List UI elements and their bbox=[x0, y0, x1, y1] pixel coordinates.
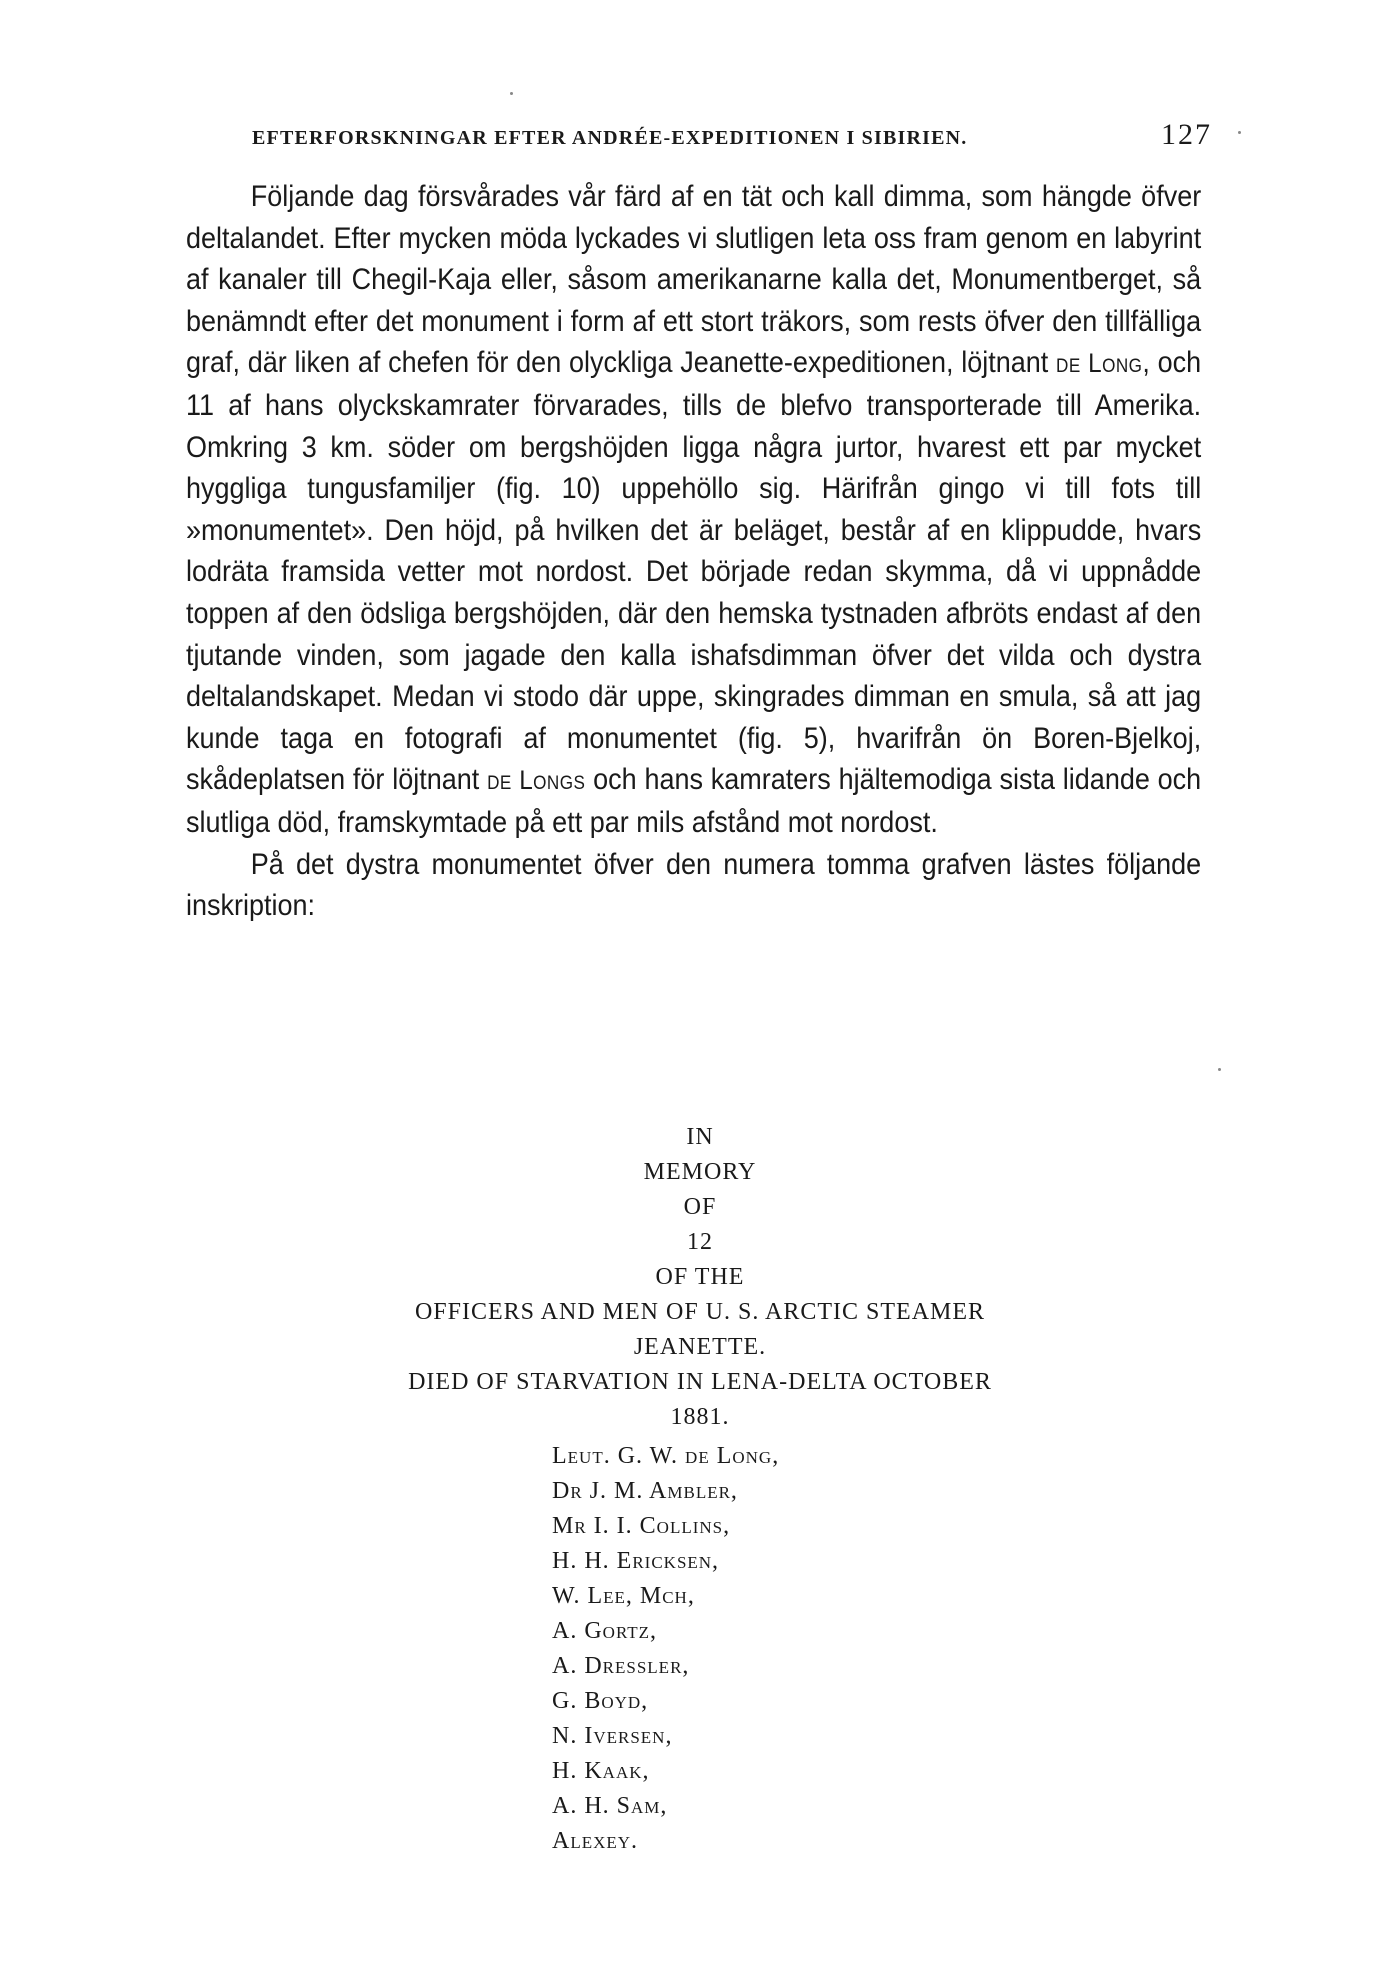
inscription-line: OFFICERS AND MEN OF U. S. ARCTIC STEAMER bbox=[414, 1299, 986, 1325]
name-item: A. Gortz, bbox=[552, 1618, 658, 1644]
inscription-line: OF THE bbox=[655, 1264, 745, 1290]
inscription-line: 12 bbox=[687, 1229, 713, 1255]
inscription bbox=[200, 1120, 1200, 1435]
name-item: G. Boyd, bbox=[552, 1688, 649, 1714]
names-list bbox=[552, 1439, 779, 1859]
paragraph-2: På det dystra monumentet öfver den numera tomma grafven lästes följande inskription: bbox=[186, 847, 1202, 923]
body-text bbox=[186, 176, 1201, 927]
paragraph-1 bbox=[186, 176, 1201, 844]
name-item: H. H. Ericksen, bbox=[552, 1548, 720, 1574]
name-item: A. H. Sam, bbox=[552, 1793, 668, 1819]
page-number: 127 bbox=[1161, 118, 1212, 151]
inscription-line: MEMORY bbox=[643, 1159, 757, 1185]
scan-speck bbox=[510, 92, 513, 95]
name-item: Leut. G. W. de Long, bbox=[552, 1443, 780, 1469]
name-de-long-2: de Longs bbox=[487, 765, 586, 796]
scan-speck bbox=[1238, 131, 1241, 134]
name-item: N. Iversen, bbox=[552, 1723, 673, 1749]
name-item: H. Kaak, bbox=[552, 1758, 650, 1784]
name-item: Mr I. I. Collins, bbox=[552, 1513, 731, 1539]
paragraph-1-part-c: och hans kamraters hjältemodiga sista lidande och slutliga död, framskymtade på ett par mils afstånd mot nordost. bbox=[186, 763, 1202, 839]
name-item: Alexey. bbox=[552, 1828, 639, 1854]
inscription-line: JEANETTE. bbox=[633, 1334, 767, 1360]
running-head bbox=[252, 118, 1212, 152]
name-item: W. Lee, Mch, bbox=[552, 1583, 695, 1609]
paragraph-1-part-a: Följande dag försvårades vår färd af en tät och kall dimma, som hängde öfver deltalandet. Efter mycken möda lyckades vi slutligen leta oss fram genom en labyrint af kanaler till Chegil-Kaja eller, såsom amerikanarne kalla det, Monumentberget, så benämndt efter det monument i form af ett stort träkors, som rests öfver den tillfälliga graf, där liken af chefen för den olyckliga Jeanette-expeditionen, löjtnant bbox=[186, 180, 1202, 380]
inscription-line: DIED OF STARVATION IN LENA-DELTA OCTOBER bbox=[408, 1369, 992, 1395]
name-item: Dr J. M. Ambler, bbox=[552, 1478, 738, 1504]
inscription-line: OF bbox=[683, 1194, 717, 1220]
name-de-long-1: de Long bbox=[1056, 348, 1143, 379]
inscription-line: 1881. bbox=[670, 1404, 730, 1430]
paragraph-1-part-b: , och 11 af hans olyckskamrater förvarades, tills de blefvo transporterade till Amerika. Omkring 3 km. söder om bergshöjden ligga några jurtor, hvarest ett par mycket hyggliga tungusfamiljer (fig. 10) uppehöllo sig. Härifrån gingo vi till fots till »monumentet». Den höjd, på hvilken det är beläget, består af en klippudde, hvars lodräta framsida vetter mot nordost. Det började redan skymma, då vi uppnådde toppen af den ödsliga bergshöjden, där den hemska tystnaden afbröts endast af den tjutande vinden, som jagade den kalla ishafsdimman öfver det vilda och dystra deltalandskapet. Medan vi stodo där uppe, skingrades dimman en smula, så att jag kunde taga en fotografi af monumentet (fig. 5), hvarifrån ön Boren-Bjelkoj, skådeplatsen för löjtnant bbox=[186, 346, 1202, 797]
running-head-title: EFTERFORSKNINGAR EFTER ANDRÉE-EXPEDITIONEN I SIBIRIEN. bbox=[252, 127, 968, 149]
scan-speck bbox=[1218, 1068, 1221, 1071]
inscription-line: IN bbox=[686, 1124, 714, 1150]
name-item: A. Dressler, bbox=[552, 1653, 690, 1679]
